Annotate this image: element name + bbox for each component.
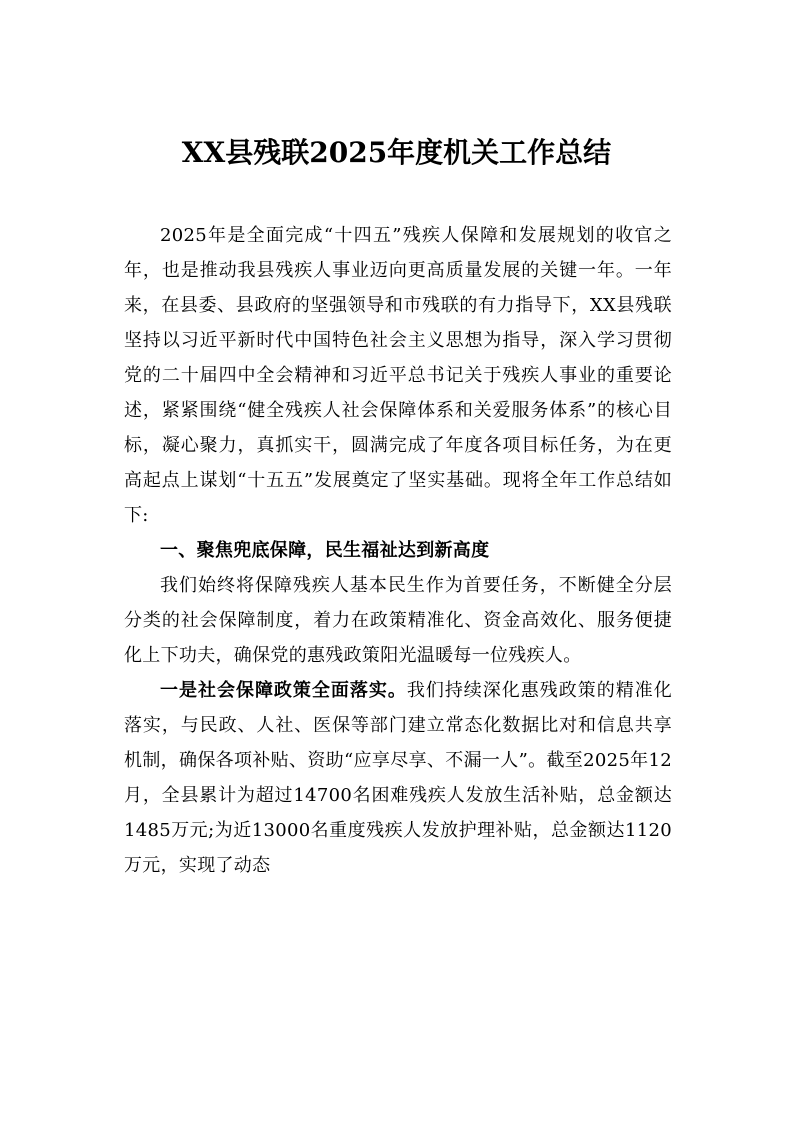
section-paragraph: 我们始终将保障残疾人基本民生作为首要任务，不断健全分层分类的社会保障制度，着力在政策精准化、资金高效化、服务便捷化上下功夫，确保党的惠残政策阳光温暖每一位残疾人。 (124, 575, 672, 666)
item-lead: 一是社会保障政策全面落实。 (160, 680, 407, 701)
intro-paragraph: 2025年是全面完成“十四五”残疾人保障和发展规划的收官之年，也是推动我县残疾人事业迈向更高质量发展的关键一年。一年来，在县委、县政府的坚强领导和市残联的有力指导下，XX县残联坚持以习近平新时代中国特色社会主义思想为指导，深入学习贯彻党的二十届四中全会精神和习近平总书记关于残疾人事业的重要论述，紧紧围绕“健全残疾人社会保障体系和关爱服务体系”的核心目标，凝心聚力，真抓实干，圆满完成了年度各项目标任务，为在更高起点上谋划“十五五”发展奠定了坚实基础。现将全年工作总结如下: (124, 225, 672, 526)
item-paragraph (124, 673, 672, 883)
document-title: XX县残联2025年度机关工作总结 (181, 136, 612, 169)
document-body (124, 218, 672, 883)
item-text: 我们持续深化惠残政策的精准化落实，与民政、人社、医保等部门建立常态化数据比对和信息共享机制，确保各项补贴、资助“应享尽享、不漏一人”。截至2025年12月，全县累计为超过14700名困难残疾人发放生活补贴，总金额达1485万元;为近13000名重度残疾人发放护理补贴，总金额达1120万元，实现了动态 (124, 680, 672, 876)
section-heading: 一、聚焦兜底保障，民生福祉达到新高度 (160, 540, 490, 561)
